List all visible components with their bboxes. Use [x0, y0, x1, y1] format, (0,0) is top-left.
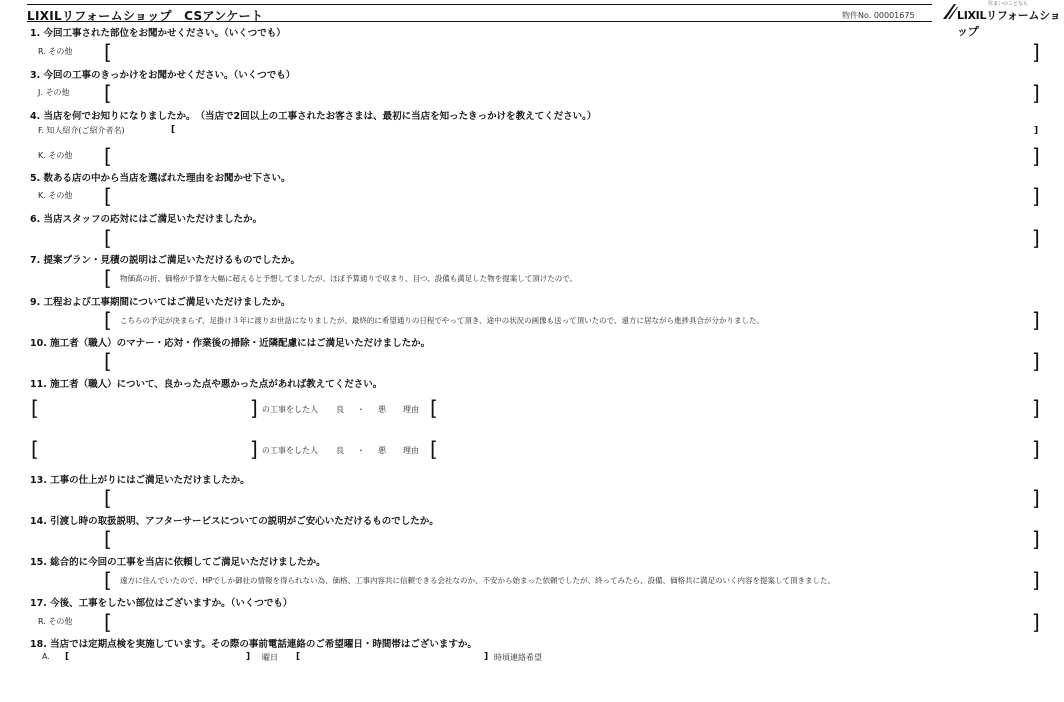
q5-other-label: K. その他 — [38, 191, 73, 200]
q11-row2-reason-bracket-close: ] — [1032, 437, 1040, 461]
header-top-rule — [27, 4, 932, 5]
q1-other-label: R. その他 — [38, 47, 73, 56]
q15-bracket-close: ] — [1032, 568, 1040, 592]
q18-option-a: A. — [42, 652, 50, 661]
q6-bracket-close: ] — [1032, 226, 1040, 250]
q13-bracket-close: ] — [1032, 486, 1040, 510]
question-14: 14. 引渡し時の取扱説明、アフターサービスについての説明がご安心いただけるものでしたか。 — [30, 516, 439, 527]
q4-referral-bracket-close: ] — [1034, 126, 1039, 136]
q14-bracket-close: ] — [1032, 527, 1040, 551]
q9-answer: こちらの予定が決まらず、足掛け３年に渡りお世話になりましたが、最終的に希望通りの日程でやって頂き、途中の状況の画像も送って頂いたので、遠方に居ながら進捗具合が分かりました。 — [120, 316, 764, 325]
q17-other-label: R. その他 — [38, 617, 73, 626]
q18-time-label: 時頃連絡希望 — [494, 653, 542, 662]
q4-bracket-open: [ — [104, 144, 112, 168]
q13-bracket-open: [ — [104, 486, 112, 510]
question-4: 4. 当店を何でお知りになりましたか。 （当店で2回以上の工事されたお客さまは、最初に当店を知ったきっかけを教えてください。） — [30, 111, 597, 122]
q11-row2-worker-bracket-close: ] — [250, 437, 258, 461]
q11-row1-reason-bracket-open: [ — [430, 396, 438, 420]
q17-bracket-open: [ — [104, 610, 112, 634]
logo-swoosh-icon — [942, 2, 958, 20]
q18-day-bracket-close: ] — [246, 652, 251, 662]
q11-row2-worker-bracket-open: [ — [31, 437, 39, 461]
q11-row1-bad: 悪 — [378, 405, 386, 414]
q11-row1-good: 良 — [336, 405, 344, 414]
q11-row2-bad: 悪 — [378, 446, 386, 455]
q6-bracket-open: [ — [104, 226, 112, 250]
question-1: 1. 今回工事された部位をお聞かせください。（いくつでも） — [30, 28, 286, 39]
q5-bracket-open: [ — [104, 184, 112, 208]
q10-bracket-close: ] — [1032, 349, 1040, 373]
q7-answer: 物価高の折、価格が予算を大幅に超えると予想してましたが、ほぼ予算通りで収まり、目つ、設備も満足した物を提案して頂けたので。 — [120, 274, 578, 283]
q11-row2-good: 良 — [336, 446, 344, 455]
q3-bracket-open: [ — [104, 81, 112, 105]
question-3: 3. 今回の工事のきっかけをお聞かせください。（いくつでも） — [30, 70, 296, 81]
q3-bracket-close: ] — [1032, 81, 1040, 105]
question-9: 9. 工程および工事期間についてはご満足いただけましたか。 — [30, 297, 291, 308]
question-15: 15. 総合的に今回の工事を当店に依頼してご満足いただけましたか。 — [30, 557, 326, 568]
q3-other-label: J. その他 — [38, 88, 70, 97]
logo-tagline: 住まいのことなら — [988, 1, 1029, 7]
page-title: LIXILリフォームショップ CSアンケート — [27, 9, 264, 23]
question-7: 7. 提案プラン・見積の説明はご満足いただけるものでしたか。 — [30, 255, 301, 266]
q11-row2-reason: 理由 — [403, 446, 419, 455]
q11-row2-worker-label: の工事をした人 — [262, 446, 318, 455]
q11-row1-reason: 理由 — [403, 405, 419, 414]
header-rule — [27, 21, 932, 22]
lixil-logo — [940, 0, 1064, 38]
q11-row2-reason-bracket-open: [ — [430, 437, 438, 461]
q11-row2-dot: ・ — [357, 446, 365, 455]
q1-bracket-open: [ — [104, 40, 112, 64]
property-number: 物件No. 00001675 — [842, 11, 915, 20]
q11-row1-reason-bracket-close: ] — [1032, 396, 1040, 420]
q4-referral-label: F. 知人紹介(ご紹介者名) — [38, 126, 125, 135]
q4-other-label: K. その他 — [38, 151, 73, 160]
question-18: 18. 当店では定期点検を実施しています。その際の事前電話連絡のご希望曜日・時間帯はございますか。 — [30, 639, 477, 650]
q11-row1-worker-bracket-close: ] — [250, 396, 258, 420]
q11-row1-worker-bracket-open: [ — [31, 396, 39, 420]
q9-bracket-open: [ — [104, 308, 112, 332]
q11-row1-worker-label: の工事をした人 — [262, 405, 318, 414]
q18-time-bracket-close: ] — [484, 652, 489, 662]
q4-referral-bracket-open: [ — [171, 125, 176, 135]
question-10: 10. 施工者（職人）のマナー・応対・作業後の掃除・近隣配慮にはご満足いただけましたか。 — [30, 338, 431, 349]
question-17: 17. 今後、工事をしたい部位はございますか。（いくつでも） — [30, 598, 293, 609]
q10-bracket-open: [ — [104, 349, 112, 373]
q18-day-bracket-open: [ — [65, 652, 70, 662]
q15-answer: 遠方に住んでいたので、HPでしか御社の情報を得られない為、価格、工事内容共に信頼できる会社なのか、不安から始まった依頼でしたが、終ってみたら、設備、価格共に満足のいく内容を提案して頂きました。 — [120, 576, 836, 585]
logo-text: LIXILリフォームショップ — [957, 9, 1061, 38]
q18-time-bracket-open: [ — [296, 652, 301, 662]
question-11: 11. 施工者（職人）について、良かった点や悪かった点があれば教えてください。 — [30, 379, 383, 390]
q11-row1-dot: ・ — [357, 405, 365, 414]
q1-bracket-close: ] — [1032, 40, 1040, 64]
q18-day-label: 曜日 — [262, 653, 278, 662]
q9-bracket-close: ] — [1032, 308, 1040, 332]
q7-bracket-open: [ — [104, 266, 112, 290]
q5-bracket-close: ] — [1032, 184, 1040, 208]
question-5: 5. 数ある店の中から当店を選ばれた理由をお聞かせ下さい。 — [30, 173, 291, 184]
q15-bracket-open: [ — [104, 568, 112, 592]
question-13: 13. 工事の仕上がりにはご満足いただけましたか。 — [30, 475, 250, 486]
q14-bracket-open: [ — [104, 527, 112, 551]
q17-bracket-close: ] — [1032, 610, 1040, 634]
q4-bracket-close: ] — [1032, 144, 1040, 168]
question-6: 6. 当店スタッフの応対にはご満足いただけましたか。 — [30, 214, 263, 225]
